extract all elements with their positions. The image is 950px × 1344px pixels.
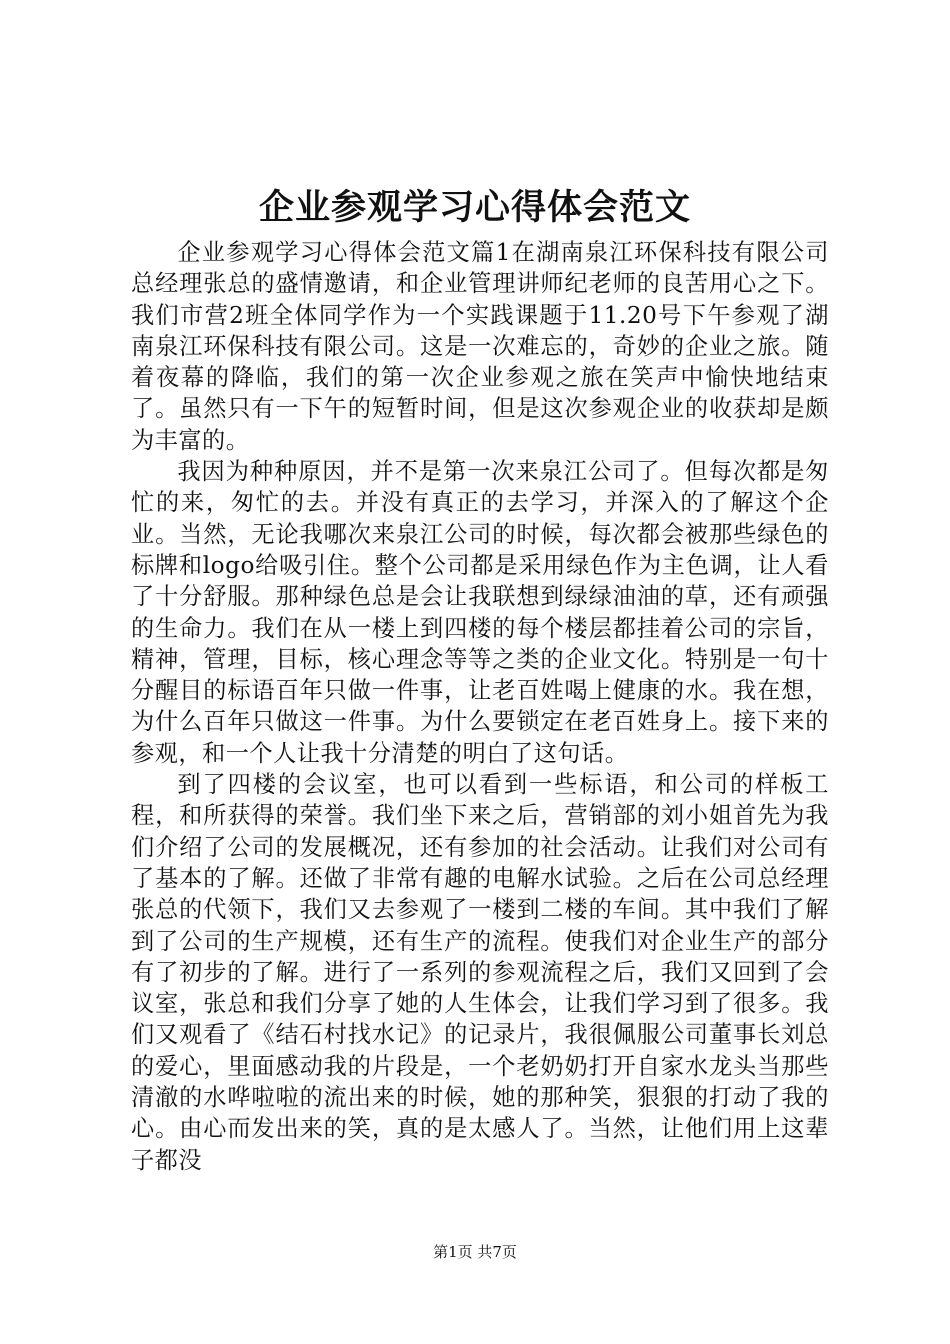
paragraph-1: 企业参观学习心得体会范文篇1在湖南泉江环保科技有限公司总经理张总的盛情邀请，和企业管理讲师纪老师的良苦用心之下。我们市营2班全体同学作为一个实践课题于11.20号下午参观了湖南泉江环保科技有限公司。这是一次难忘的，奇妙的企业之旅。随着夜幕的降临，我们的第一次企业参观之旅在笑声中愉快地结束了。虽然只有一下午的短暂时间，但是这次参观企业的收获却是颇为丰富的。 xyxy=(131,239,829,454)
document-body xyxy=(131,237,829,1176)
page-footer: 第1页 共7页 xyxy=(433,1243,517,1261)
paragraph-2: 我因为种种原因，并不是第一次来泉江公司了。但每次都是匆忙的来，匆忙的去。并没有真正的去学习，并深入的了解这个企业。当然，无论我哪次来泉江公司的时候，每次都会被那些绿色的标牌和logo给吸引住。整个公司都是采用绿色作为主色调，让人看了十分舒服。那种绿色总是会让我联想到绿绿油油的草，还有顽强的生命力。我们在从一楼上到四楼的每个楼层都挂着公司的宗旨，精神，管理，目标，核心理念等等之类的企业文化。特别是一句十分醒目的标语百年只做一件事，让老百姓喝上健康的水。我在想，为什么百年只做这一件事。为什么要锁定在老百姓身上。接下来的参观，和一个人让我十分清楚的明白了这句话。 xyxy=(131,458,829,767)
document-title: 企业参观学习心得体会范文 xyxy=(258,187,691,228)
paragraph-3: 到了四楼的会议室，也可以看到一些标语，和公司的样板工程，和所获得的荣誉。我们坐下来之后，营销部的刘小姐首先为我们介绍了公司的发展概况，还有参加的社会活动。让我们对公司有了基本的了解。还做了非常有趣的电解水试验。之后在公司总经理张总的代领下，我们又去参观了一楼到二楼的车间。其中我们了解到了公司的生产规模，还有生产的流程。使我们对企业生产的部分有了初步的了解。进行了一系列的参观流程之后，我们又回到了会议室，张总和我们分享了她的人生体会，让我们学习到了很多。我们又观看了《结石村找水记》的记录片，我很佩服公司董事长刘总的爱心，里面感动我的片段是，一个老奶奶打开自家水龙头当那些清澈的水哗啦啦的流出来的时候，她的那种笑，狠狠的打动了我的心。由心而发出来的笑，真的是太感人了。当然，让他们用上这辈子都没 xyxy=(131,771,829,1174)
